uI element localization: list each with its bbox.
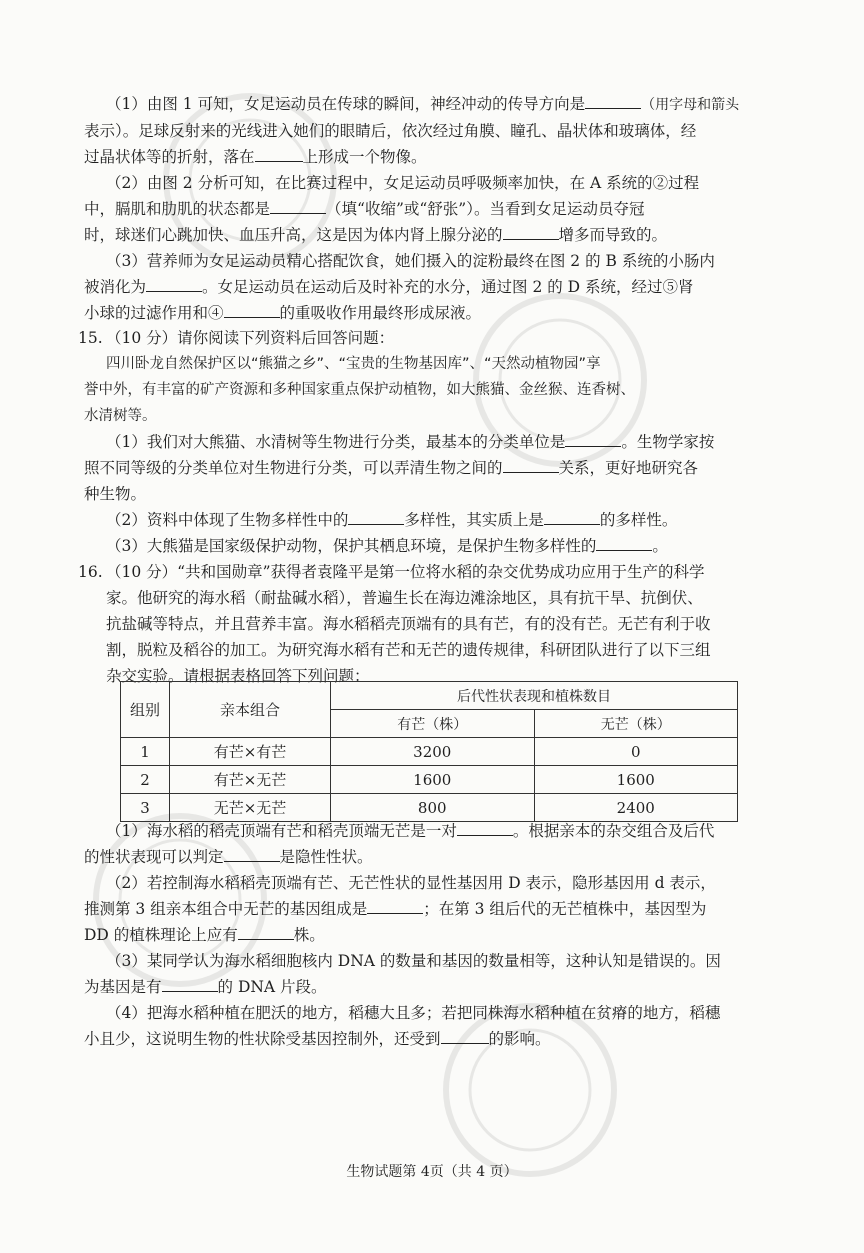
cell-parent: 无芒×无芒: [170, 794, 331, 822]
q15-p1-line3: 种生物。: [84, 485, 147, 503]
header-noawn: 无芒（株）: [534, 710, 738, 738]
question-14-continued: [84, 91, 784, 326]
q14-p2-line2a: 中，膈肌和肋肌的状态都是: [84, 200, 271, 218]
header-group: 组别: [121, 682, 170, 738]
cell-noawn: 2400: [534, 794, 738, 822]
q14-p3-line3a: 小球的过滤作用和④: [84, 304, 224, 322]
q15-p3-a: （3）大熊猫是国家级保护动物，保护其栖息环境，是保护生物多样性的: [106, 537, 597, 555]
q14-p2-line1: （2）由图 2 分析可知，在比赛过程中，女足运动员呼吸频率加快，在 A 系统的②过程: [106, 174, 700, 192]
q16-p2-line2a: 推测第 3 组亲本组合中无芒的基因组成是: [84, 900, 368, 918]
q16-p2-line3a: DD 的植株理论上应有: [84, 926, 238, 944]
table-header-row: [121, 682, 738, 710]
answer-blank[interactable]: [503, 239, 559, 240]
q14-p3-line2b: 。女足运动员在运动后及时补充的水分，通过图 2 的 D 系统，经过⑤肾: [202, 278, 694, 296]
answer-blank[interactable]: [162, 991, 218, 992]
question-16-subparts: [84, 818, 784, 1052]
q16-line1: （10 分）“共和国勋章”获得者袁隆平是第一位将水稻的杂交优势成功应用于生产的科学: [106, 563, 705, 581]
answer-blank[interactable]: [596, 550, 652, 551]
q15-p1-line1b: 。生物学家按: [621, 433, 715, 451]
cell-parent: 有芒×无芒: [170, 766, 331, 794]
q16-p3-line2b: 的 DNA 片段。: [217, 978, 327, 996]
answer-blank[interactable]: [503, 472, 559, 473]
q16-p4-line2b: 的影响。: [488, 1030, 551, 1048]
cell-awn: 800: [331, 794, 535, 822]
answer-blank[interactable]: [367, 913, 423, 914]
q14-p2-line2b: （填“收缩”或“舒张”）。当看到女足运动员夺冠: [326, 200, 645, 218]
q16-p3-line1: （3）某同学认为海水稻细胞核内 DNA 的数量和基因的数量相等，这种认知是错误的。因: [106, 952, 721, 970]
q14-p3-line3b: 的重吸收作用最终形成尿液。: [279, 304, 482, 322]
q14-p2-line3b: 增多而导致的。: [558, 226, 668, 244]
answer-blank[interactable]: [457, 835, 513, 836]
cell-noawn: 1600: [534, 766, 738, 794]
answer-blank[interactable]: [146, 291, 202, 292]
question-16: [78, 559, 784, 689]
q16-line2: 家。他研究的海水稻（耐盐碱水稻），普遍生长在海边滩涂地区，具有抗干旱、抗倒伏、: [106, 589, 703, 607]
cell-group: 2: [121, 766, 170, 794]
answer-blank[interactable]: [255, 161, 303, 162]
answer-blank[interactable]: [238, 939, 294, 940]
q15-p2-c: 的多样性。: [599, 511, 678, 529]
q14-p1-line3a: 过晶状体等的折射，落在: [84, 148, 255, 166]
q15-p2-b: 多样性，其实质上是: [404, 511, 544, 529]
answer-blank[interactable]: [565, 446, 621, 447]
answer-blank[interactable]: [585, 108, 641, 109]
q15-material-line3: 水清树等。: [84, 408, 157, 424]
q14-p1-text: （1）由图 1 可知，女足运动员在传球的瞬间，神经冲动的传导方向是: [106, 95, 586, 113]
q14-p1-hint: （用字母和箭头: [641, 97, 740, 113]
q16-p1-line1b: 。根据亲本的杂交组合及后代: [512, 822, 715, 840]
q15-p1-line1a: （1）我们对大熊猫、水清树等生物进行分类，最基本的分类单位是: [106, 433, 566, 451]
table-row: [121, 766, 738, 794]
q16-number: 16.: [78, 563, 103, 581]
q16-line3: 抗盐碱等特点，并且营养丰富。海水稻稻壳顶端有的具有芒，有的没有芒。无芒有利于收: [106, 615, 711, 633]
q16-line4: 割，脱粒及稻谷的加工。为研究海水稻有芒和无芒的遗传规律，科研团队进行了以下三组: [106, 641, 711, 659]
cell-group: 3: [121, 794, 170, 822]
q14-p1-line3b: 上形成一个物像。: [302, 148, 427, 166]
q15-material-line2: 誉中外，有丰富的矿产资源和多种国家重点保护动植物，如大熊猫、金丝猴、连香树、: [84, 382, 635, 398]
q15-number: 15.: [78, 329, 103, 347]
q15-p1-line2b: 关系，更好地研究各: [558, 459, 699, 477]
cell-awn: 1600: [331, 766, 535, 794]
question-15: [78, 325, 784, 559]
q16-p1-line2b: 是隐性性状。: [279, 848, 373, 866]
q16-line5: 杂交实验。请根据表格回答下列问题：: [106, 667, 370, 685]
table-row: [121, 738, 738, 766]
cell-awn: 3200: [331, 738, 535, 766]
q16-p4-line2a: 小且少，这说明生物的性状除受基因控制外，还受到: [84, 1030, 441, 1048]
cross-experiment-table: [120, 681, 738, 822]
cell-parent: 有芒×有芒: [170, 738, 331, 766]
header-offspring: 后代性状表现和植株数目: [331, 682, 738, 710]
answer-blank[interactable]: [270, 213, 326, 214]
q15-material-line1: 四川卧龙自然保护区以“熊猫之乡”、“宝贵的生物基因库”、“天然动植物园”享: [106, 356, 601, 372]
q14-p1-line2: 表示）。足球反射来的光线进入她们的眼睛后，依次经过角膜、瞳孔、晶状体和玻璃体，经: [84, 122, 697, 140]
q16-p1-line1a: （1）海水稻的稻壳顶端有芒和稻壳顶端无芒是一对: [106, 822, 457, 840]
cell-noawn: 0: [534, 738, 738, 766]
q16-p4-line1: （4）把海水稻种植在肥沃的地方，稻穗大且多；若把同株海水稻种植在贫瘠的地方，稻穗: [106, 1004, 721, 1022]
q15-heading: （10 分）请你阅读下列资料后回答问题：: [106, 329, 395, 347]
q14-p3-line1: （3）营养师为女足运动员精心搭配饮食，她们摄入的淀粉最终在图 2 的 B 系统的小肠内: [106, 252, 715, 270]
header-awn: 有芒（株）: [331, 710, 535, 738]
header-parent: 亲本组合: [170, 682, 331, 738]
q15-p2-a: （2）资料中体现了生物多样性中的: [106, 511, 349, 529]
cell-group: 1: [121, 738, 170, 766]
q16-p1-line2a: 的性状表现可以判定: [84, 848, 224, 866]
page-footer: 生物试题第 4页（共 4 页）: [346, 1164, 518, 1180]
q16-p2-line1: （2）若控制海水稻稻壳顶端有芒、无芒性状的显性基因用 D 表示，隐形基因用 d 表示，: [106, 874, 716, 892]
q14-p2-line3a: 时，球迷们心跳加快、血压升高，这是因为体内肾上腺分泌的: [84, 226, 503, 244]
answer-blank[interactable]: [441, 1043, 489, 1044]
q15-p3-b: 。: [652, 537, 668, 555]
answer-blank[interactable]: [348, 524, 404, 525]
q16-p2-line2b: ；在第 3 组后代的无芒植株中，基因型为: [423, 900, 707, 918]
q16-p2-line3b: 株。: [293, 926, 325, 944]
answer-blank[interactable]: [544, 524, 600, 525]
q14-p3-line2a: 被消化为: [84, 278, 147, 296]
q16-p3-line2a: 为基因是有: [84, 978, 162, 996]
answer-blank[interactable]: [224, 317, 280, 318]
q15-p1-line2a: 照不同等级的分类单位对生物进行分类，可以弄清生物之间的: [84, 459, 503, 477]
answer-blank[interactable]: [224, 861, 280, 862]
